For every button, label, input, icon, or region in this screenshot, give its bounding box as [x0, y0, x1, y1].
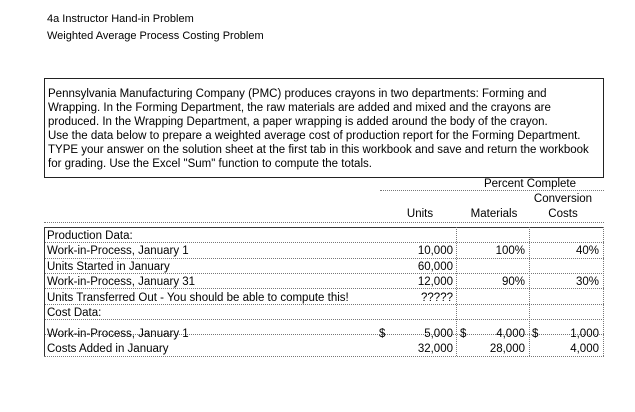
sheet-title: 4a Instructor Hand-in Problem [47, 13, 194, 25]
row-label: Costs Added in January [47, 343, 169, 355]
units-value: 12,000 [417, 276, 453, 288]
instruction-line: produced. In the Wrapping Department, a paper wrapping is added around the body of the crayon. [48, 116, 548, 128]
conversion-value: 4,000 [570, 343, 599, 355]
units-value: 5,000 [424, 328, 453, 340]
grid-line [603, 227, 604, 356]
conversion-value: 30% [575, 276, 599, 288]
grid-line [44, 319, 604, 320]
instruction-line: Use the data below to prepare a weighted average cost of production report for the Forming Department. [48, 130, 581, 142]
units-value: 10,000 [417, 245, 453, 257]
instruction-line: for grading. Use the Excel "Sum" function to compute the totals. [48, 158, 372, 170]
materials-value: 90% [501, 276, 525, 288]
units-value: 32,000 [417, 343, 453, 355]
instruction-line: Wrapping. In the Forming Department, the raw materials are added and mixed and the crayons are [48, 102, 551, 114]
costs-header: Costs [548, 208, 578, 220]
grid-line [44, 356, 604, 357]
row-label: Cost Data: [47, 307, 102, 319]
materials-header: Materials [470, 208, 518, 220]
conversion-header: Conversion [533, 193, 593, 205]
row-label: Work-in-Process, January 1 [47, 328, 189, 340]
header-rule [44, 227, 604, 228]
materials-value: 28,000 [489, 343, 525, 355]
grid-line [456, 227, 457, 356]
units-value: 60,000 [417, 261, 453, 273]
grid-line [44, 222, 604, 223]
sheet-subtitle: Weighted Average Process Costing Problem [47, 30, 264, 42]
row-label: Work-in-Process, January 31 [47, 276, 196, 288]
materials-value: 100% [495, 245, 525, 257]
table-border [44, 227, 45, 356]
grid-line [529, 227, 530, 356]
units-value: ????? [421, 292, 453, 304]
row-label: Units Transferred Out - You should be able to compute this! [47, 292, 349, 304]
row-label: Work-in-Process, January 1 [47, 245, 189, 257]
instructions-text [48, 87, 600, 171]
currency-symbol: $ [532, 328, 539, 340]
instruction-line: TYPE your answer on the solution sheet at the first tab in this workbook and save and return the workbook [48, 144, 589, 156]
instructions-box [44, 78, 604, 178]
row-label: Production Data: [47, 230, 133, 242]
percent-complete-header: Percent Complete [483, 178, 577, 190]
units-header: Units [406, 208, 434, 220]
currency-symbol: $ [379, 328, 386, 340]
currency-symbol: $ [460, 328, 467, 340]
instruction-line: Pennsylvania Manufacturing Company (PMC) produces crayons in two departments: Forming and [48, 88, 547, 100]
grid-line [44, 258, 604, 259]
materials-value: 4,000 [496, 328, 525, 340]
conversion-value: 1,000 [570, 328, 599, 340]
row-label: Units Started in January [47, 261, 170, 273]
conversion-value: 40% [575, 245, 599, 257]
